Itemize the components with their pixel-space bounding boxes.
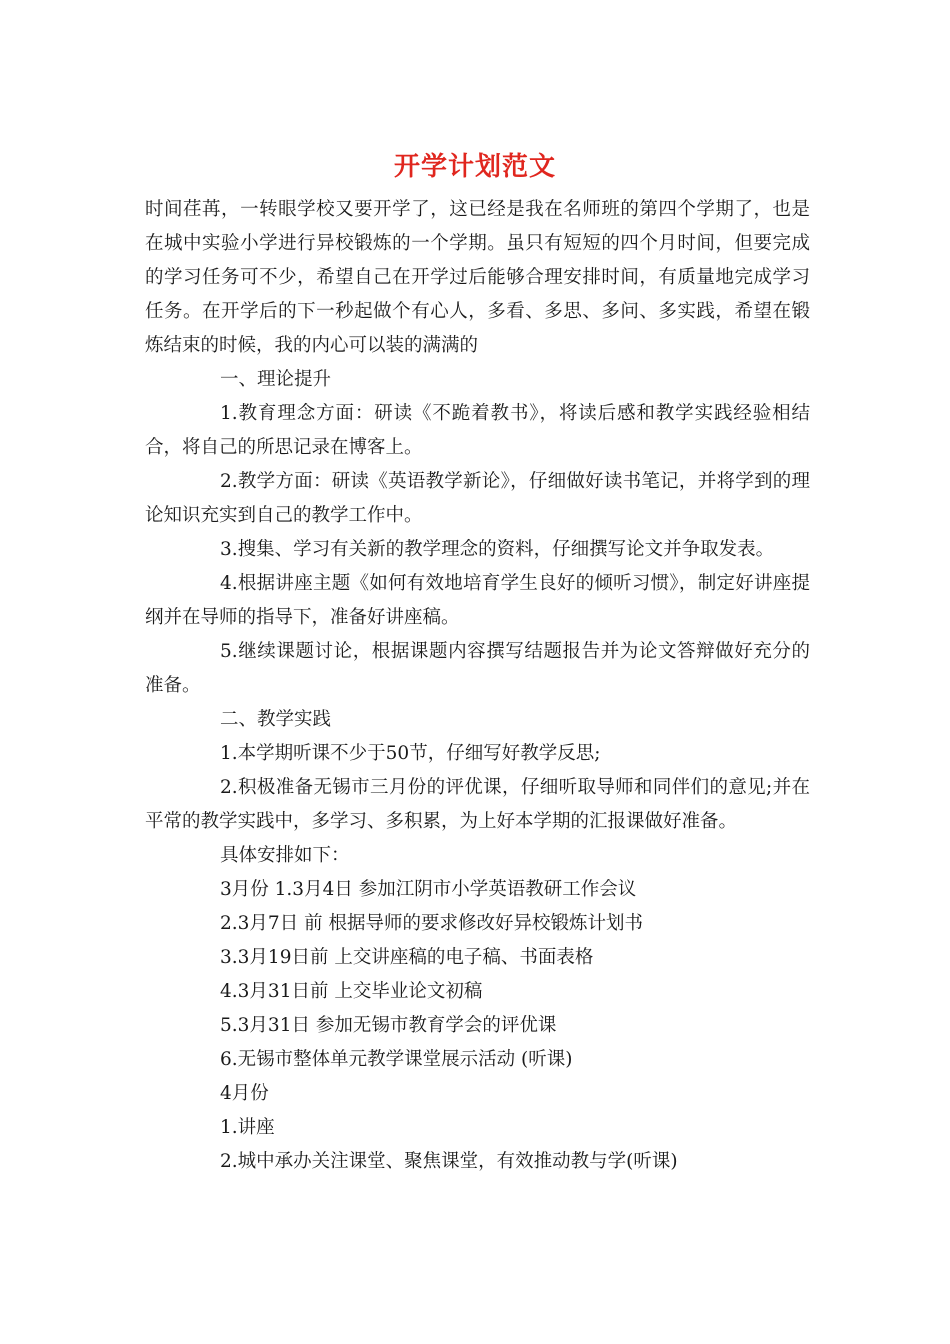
- section-heading-theory: 一、理论提升: [220, 369, 332, 390]
- document-body: [145, 193, 810, 1179]
- schedule-line-april-2: 2.城中承办关注课堂、聚焦课堂，有效推动教与学(听课): [220, 1151, 678, 1172]
- schedule-line-march-1: 3月份 1.3月4日 参加江阴市小学英语教研工作会议: [220, 879, 637, 900]
- theory-item-3: 3.搜集、学习有关新的教学理念的资料，仔细撰写论文并争取发表。: [220, 539, 775, 560]
- theory-item-2: 2.教学方面：研读《英语教学新论》，仔细做好读书笔记，并将学到的理论知识充实到自己的教学工作中。: [145, 471, 810, 526]
- schedule-line-march-6: 6.无锡市整体单元教学课堂展示活动 (听课): [220, 1049, 573, 1070]
- document-title: 开学计划范文: [393, 152, 556, 182]
- schedule-line-march-5: 5.3月31日 参加无锡市教育学会的评优课: [220, 1015, 557, 1036]
- theory-item-5: 5.继续课题讨论，根据课题内容撰写结题报告并为论文答辩做好充分的准备。: [145, 641, 810, 696]
- theory-item-4: 4.根据讲座主题《如何有效地培育学生良好的倾听习惯》，制定好讲座提纲并在导师的指导下，准备好讲座稿。: [145, 573, 810, 628]
- practice-item-2: 2.积极准备无锡市三月份的评优课，仔细听取导师和同伴们的意见;并在平常的教学实践中，多学习、多积累，为上好本学期的汇报课做好准备。: [145, 777, 810, 832]
- schedule-line-march-4: 4.3月31日前 上交毕业论文初稿: [220, 981, 483, 1002]
- theory-item-1: 1.教育理念方面：研读《不跪着教书》，将读后感和教学实践经验相结合，将自己的所思记录在博客上。: [145, 403, 810, 458]
- schedule-line-march-2: 2.3月7日 前 根据导师的要求修改好异校锻炼计划书: [220, 913, 643, 934]
- schedule-month-april: 4月份: [220, 1083, 269, 1104]
- intro-paragraph: 时间荏苒，一转眼学校又要开学了，这已经是我在名师班的第四个学期了，也是在城中实验小学进行异校锻炼的一个学期。虽只有短短的四个月时间，但要完成的学习任务可不少，希望自己在开学过后能够合理安排时间，有质量地完成学习任务。在开学后的下一秒起做个有心人，多看、多思、多问、多实践，希望在锻炼结束的时候，我的内心可以装的满满的: [145, 199, 810, 356]
- schedule-heading: 具体安排如下：: [220, 845, 350, 866]
- practice-item-1: 1.本学期听课不少于50节，仔细写好教学反思;: [220, 743, 601, 764]
- section-heading-practice: 二、教学实践: [220, 709, 332, 730]
- schedule-line-march-3: 3.3月19日前 上交讲座稿的电子稿、书面表格: [220, 947, 594, 968]
- schedule-line-april-1: 1.讲座: [220, 1117, 275, 1138]
